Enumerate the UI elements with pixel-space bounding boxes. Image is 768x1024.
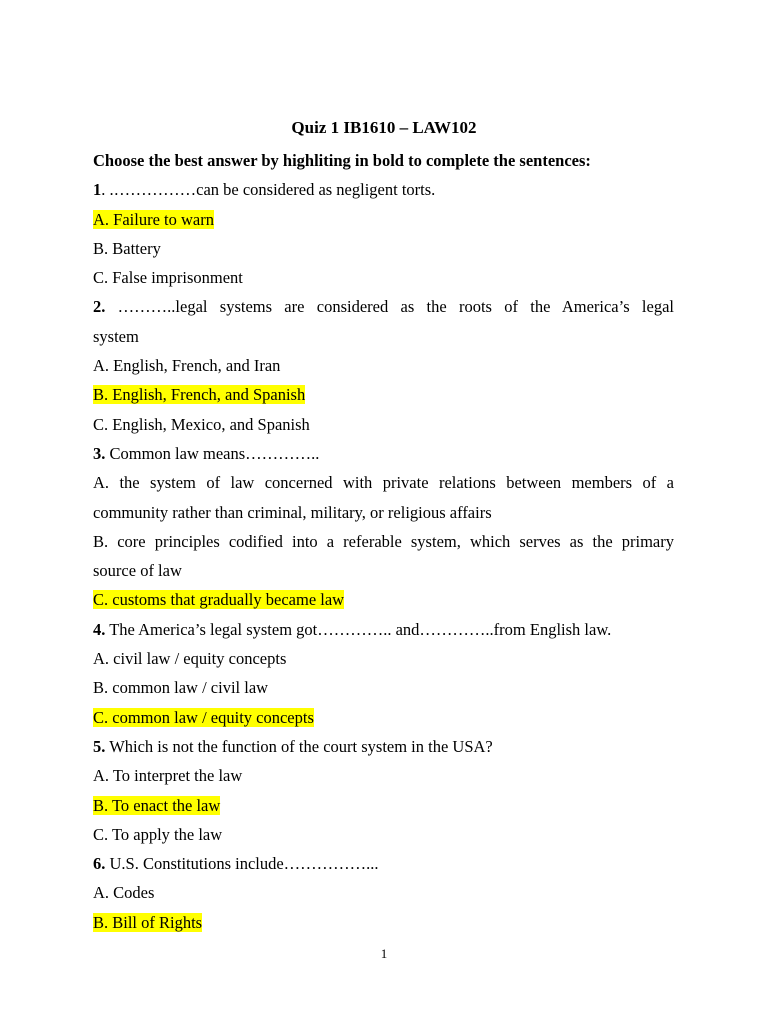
highlighted-answer: C. customs that gradually became law: [93, 590, 345, 610]
question-text: Which is not the function of the court system in the USA?: [105, 736, 493, 756]
question-3: [93, 439, 674, 468]
question-number: 1: [93, 180, 102, 200]
question-number: 4.: [93, 619, 106, 639]
highlighted-answer: B. To enact the law: [93, 795, 221, 815]
q5-option-a: A. To interpret the law: [93, 766, 243, 786]
q3-option-b: B. core principles codified into a referable system, which serves as the primary: [93, 531, 674, 551]
q5-option-b: [93, 791, 674, 820]
question-text: ………..legal systems are considered as the roots of the America’s legal: [105, 297, 674, 317]
q5-option-c: C. To apply the law: [93, 824, 223, 844]
quiz-content: [93, 146, 674, 937]
q3-option-c: [93, 585, 674, 614]
q1-option-a: [93, 205, 674, 234]
highlighted-answer: A. Failure to warn: [93, 209, 214, 229]
page-number: 1: [380, 946, 388, 961]
question-6: [93, 849, 674, 878]
highlighted-answer: B. English, French, and Spanish: [93, 385, 306, 405]
q2-option-a: A. English, French, and Iran: [93, 356, 281, 376]
q2-option-c: C. English, Mexico, and Spanish: [93, 414, 310, 434]
quiz-title: Quiz 1 IB1610 – LAW102: [291, 118, 477, 137]
q4-option-a: A. civil law / equity concepts: [93, 649, 287, 669]
question-text: . .……………can be considered as negligent torts.: [101, 180, 436, 200]
question-5: [93, 732, 674, 761]
q3-option-b-cont: source of law: [93, 561, 182, 581]
question-text: Common law means…………..: [105, 443, 320, 463]
highlighted-answer: C. common law / equity concepts: [93, 707, 314, 727]
question-4: [93, 615, 674, 644]
question-1: [93, 175, 674, 204]
q2-option-b: [93, 380, 674, 409]
q1-option-b: B. Battery: [93, 238, 161, 258]
instruction: Choose the best answer by highliting in bold to complete the sentences:: [93, 151, 591, 170]
question-number: 5.: [93, 736, 106, 756]
q4-option-b: B. common law / civil law: [93, 678, 269, 698]
question-text: U.S. Constitutions include……………...: [105, 854, 379, 874]
question-number: 3.: [93, 443, 106, 463]
q1-option-c: C. False imprisonment: [93, 268, 243, 288]
question-2: [93, 292, 674, 321]
highlighted-answer: B. Bill of Rights: [93, 912, 203, 932]
q3-option-a-cont: community rather than criminal, military, or religious affairs: [93, 502, 492, 522]
question-number: 6.: [93, 854, 106, 874]
q3-option-a: A. the system of law concerned with private relations between members of a: [93, 473, 674, 493]
question-2-cont: system: [93, 326, 139, 346]
question-number: 2.: [93, 297, 106, 317]
q6-option-b: [93, 908, 674, 937]
q6-option-a: A. Codes: [93, 883, 155, 903]
question-text: The America’s legal system got………….. and…………..from English law.: [105, 619, 612, 639]
q4-option-c: [93, 703, 674, 732]
